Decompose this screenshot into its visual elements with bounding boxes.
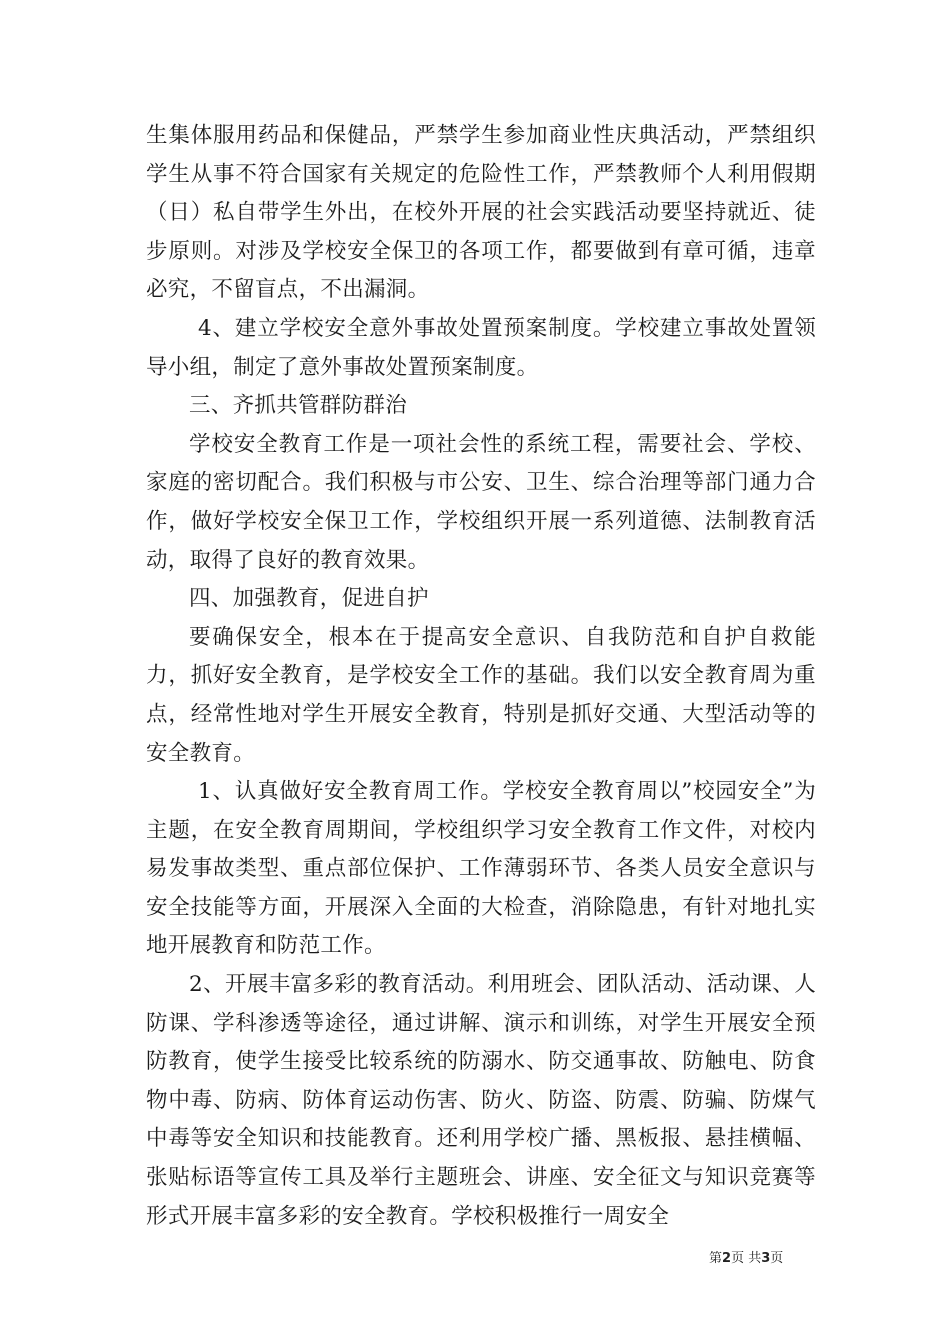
paragraph-item-2: 2、开展丰富多彩的教育活动。利用班会、团队活动、活动课、人防课、学科渗透等途径，通过讲解、演示和训练，对学生开展安全预防教育，使学生接受比较系统的防溺水、防交通事故、防触电、防食物中毒、防病、防体育运动伤害、防火、防盗、防震、防骗、防煤气中毒等安全知识和技能教育。还利用学校广播、黑板报、悬挂横幅、张贴标语等宣传工具及举行主题班会、讲座、安全征文与知识竞赛等形式开展丰富多彩的安全教育。学校积极推行一周安全 — [146, 972, 816, 1229]
footer-middle: 页 共 — [731, 1251, 762, 1266]
paragraph-continuation: 生集体服用药品和保健品，严禁学生参加商业性庆典活动，严禁组织学生从事不符合国家有关规定的危险性工作，严禁教师个人利用假期（日）私自带学生外出，在校外开展的社会实践活动要坚持就近、徒步原则。对涉及学校安全保卫的各项工作，都要做到有章可循，违章必究，不留盲点，不出漏洞。 — [146, 123, 816, 303]
page-footer — [709, 1247, 783, 1266]
paragraph-section-3-body: 学校安全教育工作是一项社会性的系统工程，需要社会、学校、家庭的密切配合。我们积极与市公安、卫生、综合治理等部门通力合作，做好学校安全保卫工作，学校组织开展一系列道德、法制教育活动，取得了良好的教育效果。 — [146, 431, 816, 573]
paragraph-section-4-body: 要确保安全，根本在于提高安全意识、自我防范和自护自救能力，抓好安全教育，是学校安全工作的基础。我们以安全教育周为重点，经常性地对学生开展安全教育，特别是抓好交通、大型活动等的安全教育。 — [146, 624, 816, 766]
paragraph-item-4: 4、建立学校安全意外事故处置预案制度。学校建立事故处置领导小组，制定了意外事故处置预案制度。 — [146, 315, 816, 380]
section-heading-3: 三、齐抓共管群防群治 — [189, 393, 408, 419]
footer-suffix: 页 — [770, 1251, 784, 1266]
footer-prefix: 第 — [709, 1251, 723, 1266]
footer-current-page: 2 — [722, 1251, 732, 1266]
section-heading-4: 四、加强教育，促进自护 — [189, 586, 429, 612]
paragraph-item-1: 1、认真做好安全教育周工作。学校安全教育周以”校园安全”为主题，在安全教育周期间，学校组织学习安全教育工作文件，对校内易发事故类型、重点部位保护、工作薄弱环节、各类人员安全意识与安全技能等方面，开展深入全面的大检查，消除隐患，有针对地扎实地开展教育和防范工作。 — [146, 779, 816, 959]
document-body — [146, 117, 816, 1236]
footer-total-pages: 3 — [761, 1251, 771, 1266]
